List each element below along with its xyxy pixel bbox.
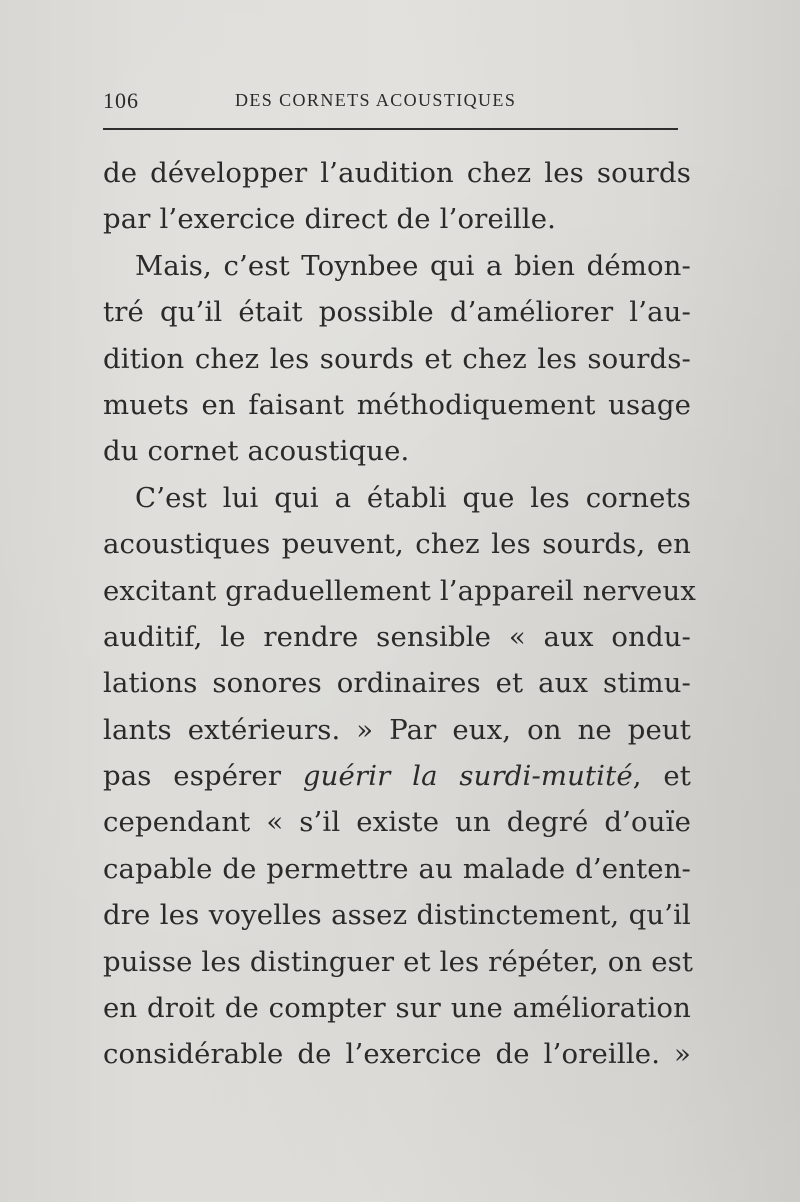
header-rule bbox=[103, 128, 678, 130]
text-line: dition chez les sourds et chez les sourds- bbox=[103, 342, 691, 375]
text-line: du cornet acoustique. bbox=[103, 435, 410, 468]
text-line: Mais, c’est Toynbee qui a bien démon- bbox=[135, 249, 691, 282]
page-header bbox=[103, 88, 678, 114]
text-segment: pas espérer bbox=[103, 760, 303, 793]
text-line: puisse les distinguer et les répéter, on est bbox=[103, 945, 694, 978]
text-line: acoustiques peuvent, chez les sourds, en bbox=[103, 528, 691, 561]
text-line: lants extérieurs. » Par eux, on ne peut bbox=[103, 713, 691, 746]
text-line: cependant « s’il existe un degré d’ouïe bbox=[103, 806, 691, 839]
text-line: de développer l’audition chez les sourds bbox=[103, 157, 691, 189]
italic-phrase: guérir la surdi-mutité bbox=[302, 760, 633, 793]
text-line: C’est lui qui a établi que les cornets bbox=[135, 481, 691, 514]
text-line: lations sonores ordinaires et aux stimu- bbox=[103, 667, 691, 700]
page-number: 106 bbox=[103, 88, 139, 113]
text-line-italic-phrase bbox=[103, 753, 691, 799]
text-line: auditif, le rendre sensible « aux ondu- bbox=[103, 620, 691, 653]
text-line: par l’exercice direct de l’oreille. bbox=[103, 203, 557, 236]
text-line: dre les voyelles assez distinctement, qu’il bbox=[103, 899, 691, 932]
body-text bbox=[103, 150, 696, 1078]
text-line: muets en faisant méthodiquement usage bbox=[103, 388, 691, 421]
text-line: tré qu’il était possible d’améliorer l’au- bbox=[103, 296, 691, 329]
text-line: en droit de compter sur une amélioration bbox=[103, 992, 691, 1025]
text-segment: , et bbox=[632, 760, 691, 793]
text-line: considérable de l’exercice de l’oreille. » bbox=[103, 1038, 691, 1071]
running-title: DES CORNETS ACOUSTIQUES bbox=[235, 90, 517, 110]
text-line: capable de permettre au malade d’enten- bbox=[103, 852, 691, 885]
text-line: excitant graduellement l’appareil nerveux bbox=[103, 574, 696, 607]
